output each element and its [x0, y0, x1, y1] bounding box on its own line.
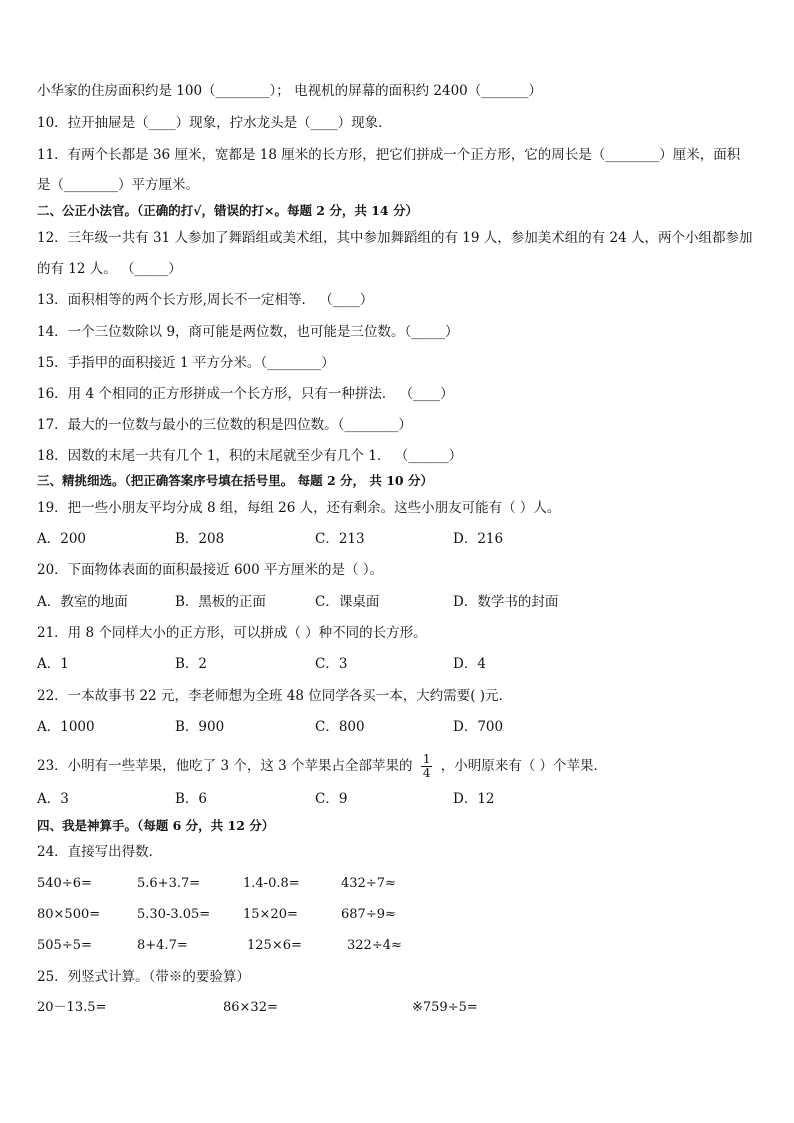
- question-12-line2: 的有 12 人。 （_____）: [37, 261, 182, 277]
- q19-option-a: A．200: [37, 531, 87, 547]
- q19-option-c: C．213: [315, 531, 365, 547]
- section-4-heading: 四、我是神算手。（每题 6 分，共 12 分）: [37, 818, 275, 833]
- question-11-line1: 11．有两个长都是 36 厘米，宽都是 18 厘米的长方形，把它们拼成一个正方形，它的周长是（________）厘米，面积: [37, 147, 741, 163]
- section-2-heading: 二、公正小法官。（正确的打√，错误的打×。每题 2 分，共 14 分）: [37, 203, 418, 218]
- question-23-text-end: ，小明原来有（ ）个苹果．: [440, 758, 608, 774]
- question-18: 18．因数的末尾一共有几个 1，积的末尾就至少有几个 1． （______）: [37, 448, 463, 464]
- q23-option-a: A．3: [37, 791, 69, 807]
- question-14: 14．一个三位数除以 9，商可能是两位数，也可能是三位数。（_____）: [37, 324, 459, 340]
- question-22: 22．一本故事书 22 元，李老师想为全班 48 位同学各买一本，大约需要( )元．: [37, 688, 513, 704]
- question-23: [37, 753, 607, 780]
- question-25: 25．列竖式计算。（带※的要验算）: [37, 969, 250, 985]
- calc-item: 1.4-0.8=: [243, 876, 300, 891]
- q23-option-d: D．12: [453, 791, 495, 807]
- calc-item: 8+4.7=: [137, 938, 188, 953]
- calc-item: 505÷5=: [37, 938, 92, 953]
- question-24: 24．直接写出得数．: [37, 844, 163, 860]
- q19-option-d: D．216: [453, 531, 504, 547]
- calc-item: 5.30-3.05=: [137, 907, 211, 922]
- question-9-text: 小华家的住房面积约是 100（________）； 电视机的屏幕的面积约 2400（_______）: [37, 83, 542, 99]
- q21-option-c: C．3: [315, 656, 348, 672]
- question-10: 10．拉开抽屉是（____）现象，拧水龙头是（____）现象．: [37, 115, 392, 131]
- q19-option-b: B．208: [175, 531, 225, 547]
- q20-option-d: D．数学书的封面: [453, 594, 559, 610]
- vertical-calc-item: 86×32=: [223, 1000, 278, 1015]
- calc-item: 5.6+3.7=: [137, 876, 201, 891]
- q22-option-d: D．700: [453, 719, 504, 735]
- vertical-calc-item: ※759÷5=: [412, 1000, 478, 1015]
- q21-option-d: D．4: [453, 656, 486, 672]
- fraction-one-quarter: [421, 753, 433, 780]
- calc-item: 432÷7≈: [341, 876, 396, 891]
- q22-option-c: C．800: [315, 719, 365, 735]
- q20-option-b: B．黑板的正面: [175, 594, 266, 610]
- question-20: 20．下面物体表面的面积最接近 600 平方厘米的是（ ）。: [37, 562, 384, 578]
- calc-item: 322÷4≈: [347, 938, 402, 953]
- question-16: 16．用 4 个相同的正方形拼成一个长方形，只有一种拼法． （____）: [37, 386, 454, 402]
- question-13: 13．面积相等的两个长方形,周长不一定相等． （____）: [37, 292, 374, 308]
- calc-item: 80×500=: [37, 907, 101, 922]
- calc-item: 540÷6=: [37, 876, 92, 891]
- question-23-text-start: 23．小明有一些苹果，他吃了 3 个，这 3 个苹果占全部苹果的: [37, 758, 413, 774]
- vertical-calc-item: 20－13.5=: [37, 1000, 107, 1015]
- question-15: 15．手指甲的面积接近 1 平方分米。（________）: [37, 355, 335, 371]
- section-3-heading: 三、精挑细选。（把正确答案序号填在括号里。 每题 2 分， 共 10 分）: [37, 473, 433, 488]
- calc-item: 15×20=: [243, 907, 298, 922]
- calc-item: 687÷9≈: [341, 907, 396, 922]
- question-19: 19．把一些小朋友平均分成 8 组，每组 26 人，还有剩余。这些小朋友可能有（ ）人。: [37, 500, 561, 516]
- q23-option-c: C．9: [315, 791, 348, 807]
- q21-option-a: A．1: [37, 656, 69, 672]
- q20-option-c: C．课桌面: [315, 594, 380, 610]
- fraction-denominator: 4: [422, 766, 431, 780]
- question-17: 17．最大的一位数与最小的三位数的积是四位数。（________）: [37, 417, 412, 433]
- calc-item: 125×6=: [247, 938, 302, 953]
- fraction-numerator: 1: [422, 752, 431, 766]
- question-11-line2: 是（________）平方厘米。: [37, 177, 199, 193]
- q22-option-b: B．900: [175, 719, 225, 735]
- question-12-line1: 12．三年级一共有 31 人参加了舞蹈组或美术组，其中参加舞蹈组的有 19 人，参加美术组的有 24 人，两个小组都参加: [37, 230, 753, 246]
- q21-option-b: B．2: [175, 656, 208, 672]
- question-21: 21．用 8 个同样大小的正方形，可以拼成（ ）种不同的长方形。: [37, 625, 427, 641]
- q23-option-b: B．6: [175, 791, 208, 807]
- q20-option-a: A．教室的地面: [37, 594, 128, 610]
- q22-option-a: A．1000: [37, 719, 95, 735]
